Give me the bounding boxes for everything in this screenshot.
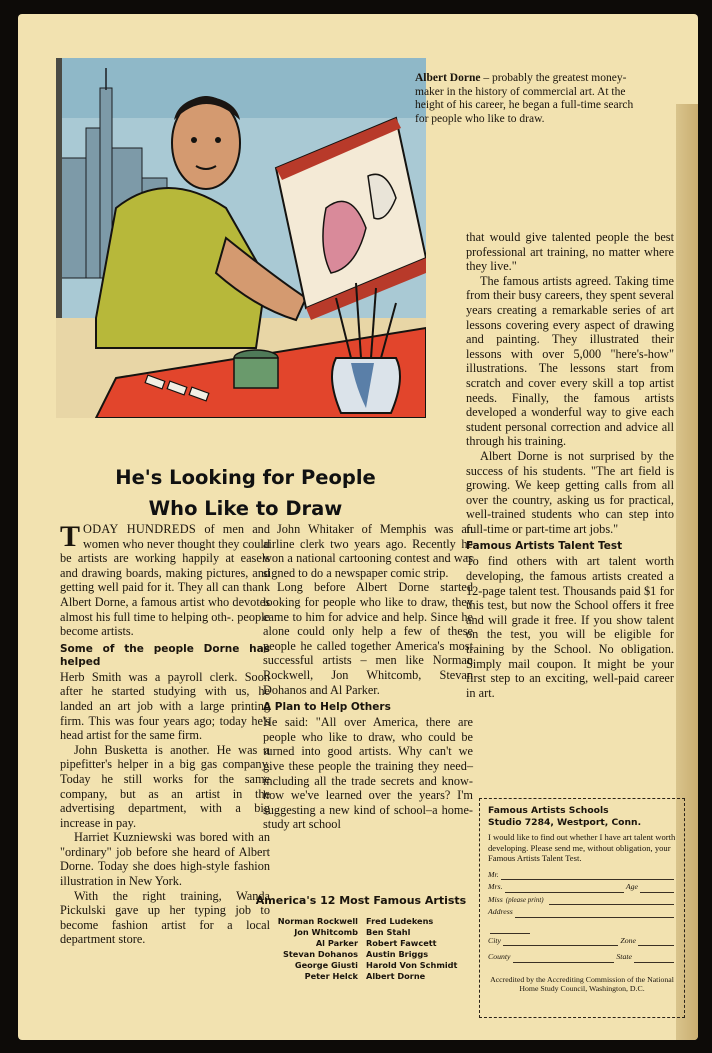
- article-column-1: [60, 522, 270, 947]
- paragraph-text: of men and women who never thought they could be artists are working happily at easels and drawing boards, making pictures, and getting well paid for it. They all can thank Albert Dorne, a famous artist who devotes almost his full time to helping oth-. people become artists.: [60, 522, 270, 639]
- name-field-3[interactable]: [549, 895, 674, 905]
- artist-name: Harold Von Schmidt: [366, 960, 458, 970]
- albert-dorne-illustration: [56, 58, 426, 418]
- paragraph: John Busketta is another. He was a pipefitter's helper in a big gas company. Today he still works for the same company, but as an artist in the advertising department, with a big increase in pay.: [60, 742, 270, 830]
- artists-right-column: [366, 916, 472, 982]
- paragraph: Long before Albert Dorne started looking for people who like to draw, they came to him for advice and help. Since he alone could only help a few of these people he called together America's most successful artists – men like Norman Rockwell, Jon Whitcomb, Stevan Dohanos and Al Parker.: [263, 580, 473, 697]
- name-field[interactable]: [501, 870, 674, 880]
- subheading: Famous Artists Talent Test: [466, 540, 623, 553]
- artist-name: Robert Fawcett: [366, 938, 437, 948]
- artists-left-column: [250, 916, 366, 982]
- paragraph: Albert Dorne is not surprised by the success of his students. "The art field is growing. We keep getting calls from all over the country, asking us for practical, well-trained students who can step into full-time or part-time art jobs.": [466, 448, 674, 536]
- paragraph: The famous artists agreed. Taking time from their busy careers, they spent several years creating a remarkable series of art lessons covering every aspect of drawing and painting. They illustrated their lessons with over 5,000 "here's-how" illustrations. The lessons start from scratch and cover every skill a top artist needs. Finally, the famous artists developed a wonderful way to give each student personal correction and advice all through his training.: [466, 273, 674, 449]
- print-hint: (please print): [505, 895, 544, 904]
- name-field-2[interactable]: [505, 883, 624, 893]
- headline-line-2: Who Like to Draw: [148, 497, 343, 520]
- artists-title: America's 12 Most Famous Artists: [255, 894, 467, 907]
- paragraph: that would give talented people the best professional art training, no matter where they live.": [466, 230, 674, 274]
- famous-artists-list: [250, 894, 472, 982]
- lead-caps: ODAY HUNDREDS: [83, 522, 197, 536]
- artist-name: Albert Dorne: [366, 971, 426, 981]
- subheading: A Plan to Help Others: [263, 701, 391, 714]
- field-label-address: Address: [488, 907, 513, 916]
- coupon-intro: I would like to find out whether I have art talent worth developing. Please send me, without obligation, your Famous Artists Talent Test.: [488, 832, 676, 863]
- headline-line-1: He's Looking for People: [115, 466, 376, 489]
- paragraph: Harriet Kuzniewski was bored with an "ordinary" job before she heard of Albert Dorne. Today she does high-style fashion illustration in New York.: [60, 830, 270, 889]
- state-field[interactable]: [634, 953, 674, 963]
- address-field-2[interactable]: [490, 924, 530, 934]
- mail-coupon[interactable]: [479, 798, 685, 1018]
- illustration-art: [56, 58, 426, 418]
- article-column-3: [466, 230, 674, 700]
- paragraph: With the right training, Wanda Pickulski gave up her typing job to become fashion artist for a local department store.: [60, 888, 270, 947]
- city-field[interactable]: [503, 936, 618, 946]
- artist-name: Fred Ludekens: [366, 916, 434, 926]
- paragraph: Herb Smith was a payroll clerk. Soon after he started studying with us, he landed an art job with a large printing firm. This was four years ago; today he's head artist for the same firm.: [60, 669, 270, 743]
- coupon-school: Famous Artists Schools: [488, 805, 609, 816]
- subheading: Some of the people Dorne has helped: [60, 642, 270, 668]
- field-label-state: State: [616, 952, 632, 961]
- artist-name: Jon Whitcomb: [294, 927, 358, 937]
- artist-name: Stevan Dohanos: [282, 949, 358, 959]
- age-field[interactable]: [640, 883, 674, 893]
- field-label-mrs: Mrs.: [488, 882, 503, 891]
- caption-name: Albert Dorne: [415, 72, 481, 84]
- coupon-accreditation: Accredited by the Accrediting Commission of the National Home Study Council, Washington, D.C.: [490, 974, 674, 993]
- county-field[interactable]: [513, 953, 615, 963]
- paragraph: [60, 522, 270, 639]
- illustration-caption: [415, 72, 645, 126]
- artist-name: George Giusti: [294, 960, 358, 970]
- artist-name: Norman Rockwell: [277, 916, 358, 926]
- caption-text: – probably the greatest money-maker in the history of commercial art. At the height of his career, he began a full-time search for people who like to draw.: [415, 72, 634, 125]
- article-column-2: [263, 522, 473, 832]
- paragraph: He said: "All over America, there are people who like to draw, who could be turned into good artists. Why can't we give these people the training they need–including all the trade secrets and know-how we've learned over the years? I'm suggesting a new kind of school–a home-study art school: [263, 715, 473, 832]
- comic-page: [18, 14, 698, 1040]
- coupon-studio: Studio 7284, Westport, Conn.: [488, 817, 642, 828]
- artist-name: Al Parker: [315, 938, 358, 948]
- field-label-mr: Mr.: [488, 869, 499, 879]
- field-label-county: County: [488, 952, 511, 961]
- field-label-miss: Miss: [488, 894, 503, 904]
- paragraph: John Whitaker of Memphis was an airline clerk two years ago. Recently he won a national cartooning contest and was signed to do a newspaper comic strip.: [263, 522, 473, 580]
- zone-field[interactable]: [638, 936, 674, 946]
- artist-name: Peter Helck: [304, 971, 358, 981]
- artist-name: Ben Stahl: [366, 927, 411, 937]
- field-label-zone: Zone: [620, 935, 636, 945]
- paragraph: To find others with art talent worth developing, the famous artists created a 12-page talent test. Thousands paid $1 for this test, but now the School offers it free and will grade it free. If you show talent on the test, you will be eligible for training by the School. No obligation. Simply mail coupon. It might be your first step to an exciting, well-paid career in art.: [466, 554, 674, 700]
- address-field[interactable]: [515, 908, 674, 918]
- headline: [58, 462, 433, 524]
- dropcap: T: [60, 520, 81, 553]
- field-label-city: City: [488, 935, 501, 945]
- field-label-age: Age: [625, 882, 638, 891]
- artist-name: Austin Briggs: [366, 949, 429, 959]
